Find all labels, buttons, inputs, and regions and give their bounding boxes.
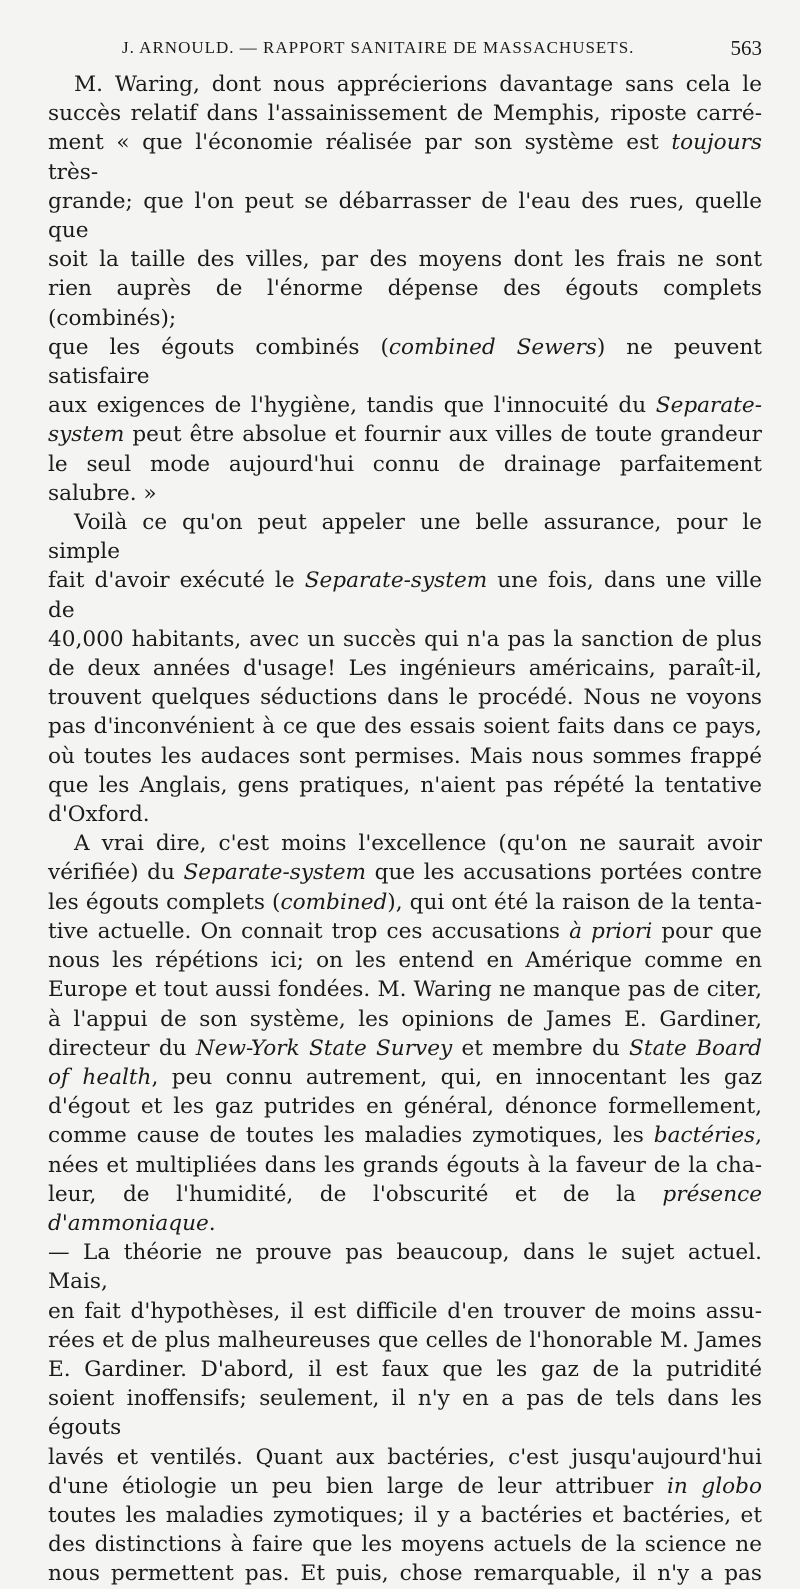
text-line: soit la taille des villes, par des moyens dont les frais ne sont <box>48 247 762 273</box>
text-line: A vrai dire, c'est moins l'excellence (qu'on ne saurait avoir <box>74 831 762 857</box>
text-line: ment « que l'économie réalisée par son système est toujours très- <box>48 130 762 185</box>
text-line: en fait d'hypothèses, il est difficile d'en trouver de moins assu- <box>48 1298 762 1324</box>
italic-term: system <box>48 422 125 448</box>
italic-term: Separate-system <box>304 568 488 594</box>
italic-term: toujours <box>671 130 762 156</box>
italic-term: présence d'ammoniaque <box>48 1181 762 1236</box>
italic-term: New-York State Survey <box>195 1035 453 1061</box>
text-line: M. Waring, dont nous apprécierions davantage sans cela le <box>74 72 762 97</box>
running-title: J. ARNOULD. — RAPPORT SANITAIRE DE MASSACHUSETS. <box>122 38 635 57</box>
italic-term: bactéries <box>653 1123 756 1149</box>
text-line: fait d'avoir exécuté le Separate-system une fois, dans une ville de <box>48 568 762 623</box>
text-line: nées et multipliées dans les grands égouts à la faveur de la cha- <box>48 1152 762 1178</box>
text-line: rien auprès de l'énorme dépense des égouts complets (combinés); <box>48 276 762 331</box>
italic-term: Separate- <box>655 393 762 419</box>
text-line: system peut être absolue et fournir aux villes de toute grandeur <box>48 422 762 448</box>
text-line: lavés et ventilés. Quant aux bactéries, c'est jusqu'aujourd'hui <box>48 1444 762 1470</box>
text-line: des distinctions à faire que les moyens actuels de la science ne <box>48 1532 762 1558</box>
text-line: d'une étiologie un peu bien large de leur attribuer in globo <box>48 1473 762 1499</box>
text-line: trouvent quelques séductions dans le procédé. Nous ne voyons <box>48 685 762 711</box>
italic-term: combined Sewers <box>388 334 597 360</box>
text-line: vérifiée) du Separate-system que les accusations portées contre <box>48 860 762 886</box>
text-line: le seul mode aujourd'hui connu de drainage parfaitement <box>48 451 762 477</box>
text-line: 40,000 habitants, avec un succès qui n'a pas la sanction de plus <box>48 626 762 652</box>
body-text <box>48 70 762 1589</box>
text-line: leur, de l'humidité, de l'obscurité et de la présence d'ammoniaque. <box>48 1181 762 1236</box>
text-line: Voilà ce qu'on peut appeler une belle assurance, pour le simple <box>48 510 762 565</box>
text-line: grande; que l'on peut se débarrasser de l'eau des rues, quelle que <box>48 188 762 244</box>
paragraph <box>48 829 762 1588</box>
running-header <box>48 30 762 70</box>
text-line: E. Gardiner. D'abord, il est faux que les gaz de la putridité <box>48 1356 762 1382</box>
text-line: tive actuelle. On connait trop ces accusations à priori pour que <box>48 918 762 944</box>
page-number: 563 <box>730 36 762 60</box>
text-line: Europe et tout aussi fondées. M. Waring ne manque pas de citer, <box>48 977 762 1003</box>
text-line: à l'appui de son système, les opinions de James E. Gardiner, <box>48 1006 762 1032</box>
text-line: soient inoffensifs; seulement, il n'y en a pas de tels dans les égouts <box>48 1386 762 1441</box>
text-line: de deux années d'usage! Les ingénieurs américains, paraît-il, <box>48 656 762 682</box>
text-line: nous permettent pas. Et puis, chose remarquable, il n'y a pas <box>48 1561 762 1587</box>
text-line: aux exigences de l'hygiène, tandis que l'innocuité du Separate- <box>48 393 762 419</box>
italic-term: combined <box>280 889 388 915</box>
text-line: directeur du New-York State Survey et membre du State Board <box>48 1035 762 1061</box>
text-line: pas d'inconvénient à ce que des essais soient faits dans ce pays, <box>48 714 762 740</box>
text-line: nous les répétions ici; on les entend en Amérique comme en <box>48 948 762 974</box>
italic-term: Separate-system <box>183 860 367 886</box>
italic-term: in globo <box>667 1473 762 1499</box>
text-line: toutes les maladies zymotiques; il y a bactéries et bactéries, et <box>48 1502 762 1528</box>
text-line: d'égout et les gaz putrides en général, dénonce formellement, <box>48 1094 762 1120</box>
italic-term: à priori <box>569 918 653 944</box>
text-line: of health, peu connu autrement, qui, en innocentant les gaz <box>48 1064 762 1090</box>
italic-term: State Board <box>629 1035 762 1061</box>
text-line: succès relatif dans l'assainissement de Memphis, riposte carré- <box>48 101 762 127</box>
text-line: — La théorie ne prouve pas beaucoup, dans le sujet actuel. Mais, <box>48 1240 762 1295</box>
italic-term: of health <box>48 1064 152 1090</box>
text-line: comme cause de toutes les maladies zymotiques, les bactéries, <box>48 1123 762 1149</box>
text-line: que les égouts combinés (combined Sewers) ne peuvent satisfaire <box>48 334 762 390</box>
text-line: rées et de plus malheureuses que celles de l'honorable M. James <box>48 1327 762 1353</box>
text-line: que les Anglais, gens pratiques, n'aient pas répété la tentative <box>48 772 762 798</box>
paragraph <box>48 70 762 508</box>
text-line: où toutes les audaces sont permises. Mais nous sommes frappé <box>48 743 762 769</box>
text-line: les égouts complets (combined), qui ont été la raison de la tenta- <box>48 889 763 915</box>
paragraph <box>48 508 762 829</box>
text-line: salubre. » <box>48 480 157 506</box>
text-line: d'Oxford. <box>48 802 150 828</box>
